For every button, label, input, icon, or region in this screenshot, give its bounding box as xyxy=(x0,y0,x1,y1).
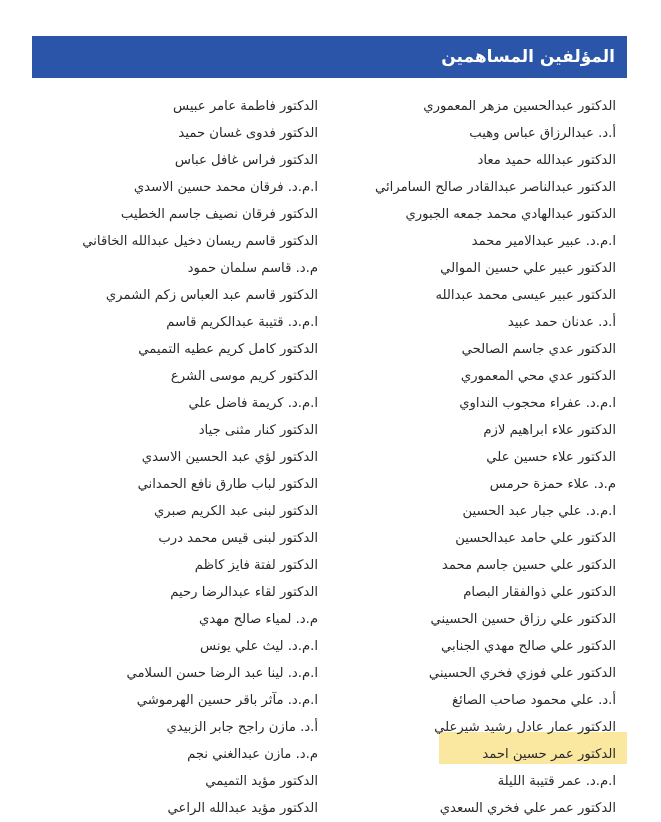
author-name: الدكتور عدي جاسم الصالحي xyxy=(461,342,616,357)
author-name: الدكتور علي ذوالفقار البصام xyxy=(463,585,616,600)
author-name: الدكتور لؤي عبد الحسين الاسدي xyxy=(141,450,318,465)
author-name: ا.م.د. فرقان محمد حسين الاسدي xyxy=(133,180,318,195)
author-name: ا.م.د. عفراء محجوب النداوي xyxy=(459,396,616,411)
author-name: الدكتور فرقان نصيف جاسم الخطيب xyxy=(120,207,318,222)
author-name: ا.م.د. كريمة فاضل علي xyxy=(188,396,318,411)
author-name: الدكتور عمر علي فخري السعدي xyxy=(439,801,616,816)
author-name: ا.م.د. مآثر باقر حسين الهرموشي xyxy=(136,693,318,708)
author-name: الدكتور فاطمة عامر عبيس xyxy=(173,99,318,114)
author-name: الدكتور عدي محي المعموري xyxy=(460,369,616,384)
author-name: ا.م.د. عبير عبدالامير محمد xyxy=(471,234,616,249)
author-name: الدكتور عبير علي حسين الموالي xyxy=(440,261,616,276)
author-name: الدكتور مؤيد عبدالله الراعي xyxy=(167,801,318,816)
author-name: الدكتور علي فوزي فخري الحسيني xyxy=(428,666,616,681)
author-name: الدكتور لقاء عبدالرضا رحيم xyxy=(170,585,318,600)
author-name: ا.م.د. ليث علي يونس xyxy=(200,639,318,654)
author-name: الدكتور عمر حسين احمد xyxy=(482,747,616,762)
author-name: الدكتور لبنى قيس محمد درب xyxy=(158,531,318,546)
author-name: الدكتور فدوى غسان حميد xyxy=(178,126,318,141)
author-name: أ.د. عدنان حمد عبيد xyxy=(507,315,616,330)
author-name: م.د. علاء حمزة حرمس xyxy=(489,477,616,492)
author-name: الدكتور عبدالله حميد معاد xyxy=(477,153,616,168)
author-name: م.د. مازن عبدالغني نجم xyxy=(187,747,318,762)
author-name: م.د. قاسم سلمان حمود xyxy=(187,261,318,276)
author-name: أ.د. علي محمود صاحب الصائغ xyxy=(452,693,616,708)
author-name: الدكتور فراس غافل عباس xyxy=(174,153,318,168)
author-name: الدكتور مؤيد التميمي xyxy=(205,774,318,789)
author-name: الدكتور علي رزاق حسين الحسيني xyxy=(430,612,616,627)
section-header-bar xyxy=(32,36,627,78)
author-name: الدكتور كريم موسى الشرع xyxy=(170,369,318,384)
author-name: الدكتور لباب طارق نافع الحمداني xyxy=(137,477,318,492)
author-name: ا.م.د. قتيبة عبدالكريم قاسم xyxy=(166,315,318,330)
author-name: أ.د. مازن راجح جابر الزبيدي xyxy=(166,720,318,735)
author-name: أ.د. عبدالرزاق عباس وهيب xyxy=(469,126,616,141)
author-name: الدكتور علي حسين جاسم محمد xyxy=(441,558,616,573)
author-name: الدكتور علي حامد عبدالحسين xyxy=(455,531,616,546)
author-name: الدكتور علاء حسين علي xyxy=(486,450,616,465)
author-name: الدكتور علي صالح مهدي الجنابي xyxy=(440,639,616,654)
author-name: الدكتور علاء ابراهيم لازم xyxy=(483,423,616,438)
author-name: الدكتور لفتة فايز كاظم xyxy=(194,558,318,573)
author-name: الدكتور عبدالهادي محمد جمعه الجبوري xyxy=(405,207,616,222)
author-name: ا.م.د. لينا عبد الرضا حسن السلامي xyxy=(126,666,318,681)
author-name: ا.م.د. علي جبار عبد الحسين xyxy=(462,504,616,519)
authors-column-right xyxy=(346,93,616,822)
author-name: الدكتور كامل كريم عطيه التميمي xyxy=(138,342,318,357)
author-name: الدكتور لبنى عبد الكريم صبري xyxy=(153,504,318,519)
author-name: الدكتور عبدالحسين مزهر المعموري xyxy=(423,99,616,114)
section-title: المؤلفين المساهمين xyxy=(441,47,615,67)
author-name: الدكتور عمار عادل رشيد شيرعلي xyxy=(434,720,616,735)
author-name: الدكتور قاسم ريسان دخيل عبدالله الخاقاني xyxy=(82,234,318,249)
author-name: الدكتور كنار مثنى جياد xyxy=(198,423,318,438)
author-name: الدكتور عبير عيسى محمد عبدالله xyxy=(435,288,616,303)
author-name: ا.م.د. عمر قتيبة الليلة xyxy=(497,774,616,789)
author-name: الدكتور عبدالناصر عبدالقادر صالح السامرائي xyxy=(375,180,616,195)
author-name: الدكتور قاسم عبد العباس زكم الشمري xyxy=(105,288,318,303)
author-name: م.د. لمياء صالح مهدي xyxy=(199,612,318,627)
authors-column-left xyxy=(38,93,318,822)
